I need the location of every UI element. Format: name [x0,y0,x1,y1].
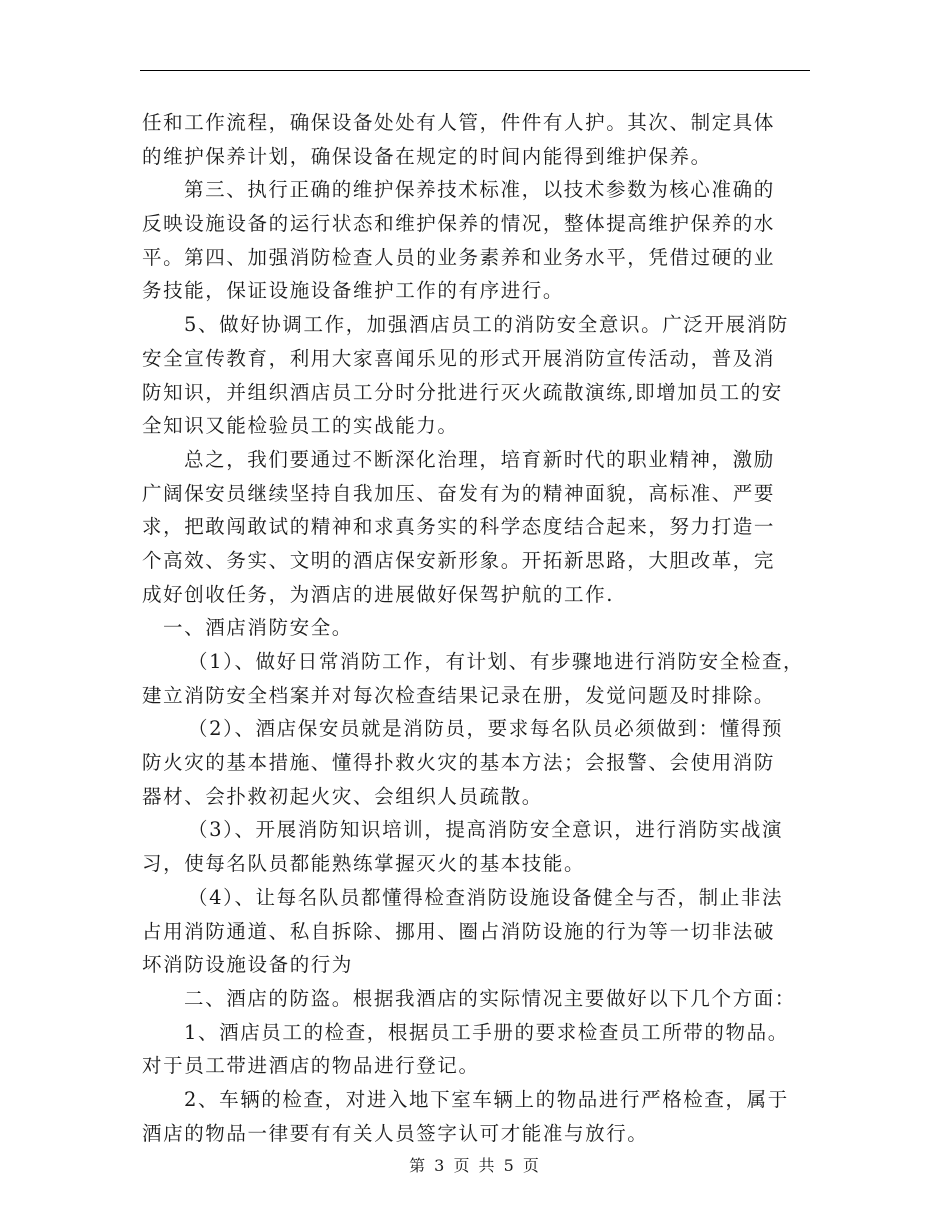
header-rule [140,70,810,71]
text-line: 平。第四、加强消防检查人员的业务素养和业务水平，凭借过硬的业 [142,245,776,269]
text-line: 习，使每名队员都能熟练掌握灭火的基本技能。 [142,852,586,876]
text-line: （4）、让每名队员都懂得检查消防设施设备健全与否，制止非法 [188,885,784,909]
text-line: 坏消防设施设备的行为 [142,953,354,977]
text-line: 一、酒店消防安全。 [163,616,353,640]
text-line: （1）、做好日常消防工作，有计划、有步骤地进行消防安全检查， [188,650,805,673]
text-line: （2）、酒店保安员就是消防员，要求每名队员必须做到：懂得预 [188,717,784,741]
document-body [142,106,822,1150]
page-number: 第 3 页 共 5 页 [409,1156,541,1175]
text-line: （3）、开展消防知识培训，提高消防安全意识，进行消防实战演 [188,818,784,842]
text-line: 反映设施设备的运行状态和维护保养的情况，整体提高维护保养的水 [142,212,776,236]
text-line: 对于员工带进酒店的物品进行登记。 [142,1054,480,1078]
text-line: 务技能，保证设施设备维护工作的有序进行。 [142,279,565,303]
text-line: 2、车辆的检查，对进入地下室车辆上的物品进行严格检查，属于 [184,1087,789,1111]
text-line: 防知识，并组织酒店员工分时分批进行灭火疏散演练,即增加员工的安 [142,380,783,404]
text-line: 器材、会扑救初起火灾、会组织人员疏散。 [142,784,543,808]
text-line: 全知识又能检验员工的实战能力。 [142,414,459,438]
page-footer [0,1153,950,1176]
text-line: 求，把敢闯敢试的精神和求真务实的科学态度结合起来，努力打造一 [142,515,776,539]
text-line: 总之，我们要通过不断深化治理，培育新时代的职业精神，激励 [184,447,775,471]
text-line: 占用消防通道、私自拆除、挪用、圈占消防设施的行为等一切非法破 [142,919,776,943]
text-line: 防火灾的基本措施、懂得扑救火灾的基本方法；会报警、会使用消防 [142,751,776,775]
text-line: 成好创收任务，为酒店的进展做好保驾护航的工作. [142,582,614,606]
text-line: 任和工作流程，确保设备处处有人管，件件有人护。其次、制定具体 [142,111,776,134]
text-line: 第三、执行正确的维护保养技术标准，以技术参数为核心准确的 [184,178,775,202]
text-line: 酒店的物品一律要有有关人员签字认可才能准与放行。 [142,1121,649,1145]
text-line: 5、做好协调工作，加强酒店员工的消防安全意识。广泛开展消防 [184,313,789,337]
text-line: 1、酒店员工的检查，根据员工手册的要求检查员工所带的物品。 [184,1020,789,1044]
text-line: 建立消防安全档案并对每次检查结果记录在册，发觉问题及时排除。 [142,683,776,707]
text-line: 个高效、务实、文明的酒店保安新形象。开拓新思路，大胆改革，完 [142,548,776,572]
text-line: 的维护保养计划，确保设备在规定的时间内能得到维护保养。 [142,144,712,168]
text-line: 广阔保安员继续坚持自我加压、奋发有为的精神面貌，高标准、严要 [142,481,776,505]
text-line: 二、酒店的防盗。根据我酒店的实际情况主要做好以下几个方面： [184,986,796,1010]
text-line: 安全宣传教育，利用大家喜闻乐见的形式开展消防宣传活动，普及消 [142,346,776,370]
